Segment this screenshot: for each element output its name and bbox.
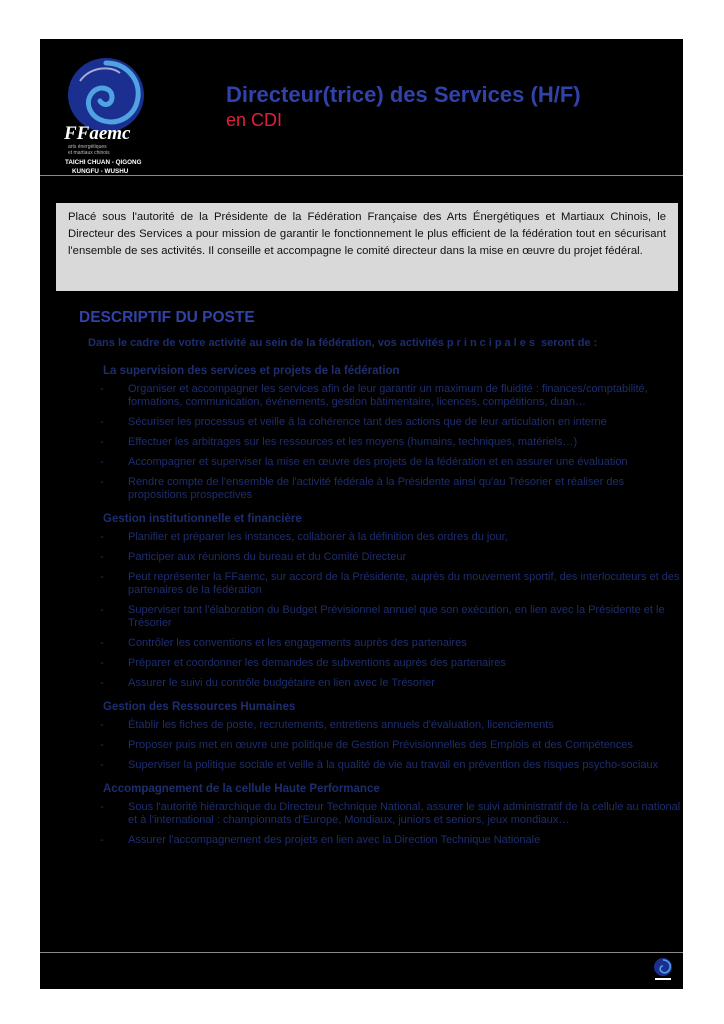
list-item: - Établir les fiches de poste, recrutements, entretiens annuels d'évaluation, licenciements bbox=[100, 719, 554, 731]
bullet-dash: - bbox=[100, 456, 104, 468]
lead-before: Dans le cadre de votre activité au sein de la fédération, vos activités bbox=[88, 337, 444, 349]
bullet-dash: - bbox=[100, 531, 104, 543]
section-title: DESCRIPTIF DU POSTE bbox=[79, 309, 255, 326]
bullet-dash: - bbox=[100, 476, 104, 488]
duty-group bbox=[100, 698, 683, 772]
bullet-dash: - bbox=[100, 657, 104, 669]
header-divider bbox=[40, 175, 683, 176]
group-title: Gestion des Ressources Humaines bbox=[103, 701, 296, 713]
lead-sentence bbox=[88, 337, 678, 349]
svg-text:et martiaux chinois: et martiaux chinois bbox=[68, 150, 110, 156]
svg-text:FFaemc: FFaemc bbox=[64, 123, 131, 144]
list-item: - Accompagner et superviser la mise en œuvre des projets de la fédération et en assurer une évaluation bbox=[100, 456, 628, 468]
bullet-dash: - bbox=[100, 571, 104, 583]
list-item: - Superviser tant l'élaboration du Budget Prévisionnel annuel que son exécution, en lien avec la Présidente et le Trésorier bbox=[100, 604, 665, 629]
bullet-dash: - bbox=[100, 759, 104, 771]
group-title: Accompagnement de la cellule Haute Performance bbox=[103, 783, 380, 795]
footer-logo-icon bbox=[652, 957, 674, 983]
list-item: - Planifier et préparer les instances, collaborer à la définition des ordres du jour, bbox=[100, 531, 508, 543]
lead-emphasis: principales bbox=[446, 337, 538, 349]
list-item: - Préparer et coordonner les demandes de subventions auprès des partenaires bbox=[100, 657, 506, 669]
bullet-dash: - bbox=[100, 436, 104, 448]
bullet-dash: - bbox=[100, 834, 104, 846]
list-item: - Contrôler les conventions et les engagements auprès des partenaires bbox=[100, 637, 467, 649]
group-title: La supervision des services et projets de la fédération bbox=[103, 365, 400, 377]
job-title: Directeur(trice) des Services (H/F) bbox=[226, 82, 581, 107]
list-item: - Sous l'autorité hiérarchique du Directeur Technique National, assurer le suivi administratif de la cellule au national et à l'international : championnats d'Europe, Mondiaux, juniors et seniors, jeux mondiaux… bbox=[100, 801, 681, 826]
duty-group bbox=[100, 780, 683, 847]
bullet-dash: - bbox=[100, 604, 104, 616]
bullet-dash: - bbox=[100, 739, 104, 751]
intro-box: Placé sous l'autorité de la Présidente de la Fédération Française des Arts Énergétiques et Martiaux Chinois, le Directeur des Services a pour mission de garantir le fonctionnement le plus efficient de la fédération tout en sécurisant l'ensemble de ses activités. Il conseille et accompagne le comité directeur dans la mise en œuvre du projet fédéral. bbox=[56, 203, 678, 291]
spiral-logo-icon bbox=[60, 51, 152, 179]
bullet-dash: - bbox=[100, 719, 104, 731]
duty-group bbox=[100, 362, 683, 502]
lead-after: seront de : bbox=[541, 337, 598, 349]
title-block bbox=[226, 81, 666, 131]
svg-text:TAICHI CHUAN - QIGONG: TAICHI CHUAN - QIGONG bbox=[65, 159, 142, 166]
list-item: - Assurer le suivi du contrôle budgétaire en lien avec le Trésorier bbox=[100, 677, 435, 689]
contract-type: en CDI bbox=[226, 110, 283, 130]
group-title: Gestion institutionnelle et financière bbox=[103, 513, 302, 525]
list-item: - Effectuer les arbitrages sur les ressources et les moyens (humains, techniques, matériels…) bbox=[100, 436, 578, 448]
list-item: - Superviser la politique sociale et veille à la qualité de vie au travail en prévention des risques psycho-sociaux bbox=[100, 759, 659, 771]
list-item: - Participer aux réunions du bureau et du Comité Directeur bbox=[100, 551, 407, 563]
list-item: - Peut représenter la FFaemc, sur accord de la Présidente, auprès du mouvement sportif, des interlocuteurs et des partenaires de la fédération bbox=[100, 571, 680, 596]
document-page bbox=[40, 39, 683, 989]
bullet-dash: - bbox=[100, 637, 104, 649]
list-item: - Rendre compte de l'ensemble de l'activité fédérale à la Présidente ainsi qu'au Trésorier et réaliser des propositions prospectives bbox=[100, 476, 625, 501]
list-item: - Proposer puis met en œuvre une politique de Gestion Prévisionnelles des Emplois et des Compétences bbox=[100, 739, 634, 751]
list-item: - Assurer l'accompagnement des projets en lien avec la Direction Technique Nationale bbox=[100, 834, 541, 846]
list-item: - Sécuriser les processus et veille à la cohérence tant des actions que de leur articulation en interne bbox=[100, 416, 607, 428]
bullet-dash: - bbox=[100, 416, 104, 428]
svg-text:KUNGFU - WUSHU: KUNGFU - WUSHU bbox=[72, 168, 129, 175]
list-item: - Organiser et accompagner les services afin de leur garantir un maximum de fluidité : finances/comptabilité, formations, communication, événements, gestion bâtimentaire, licences, compétitions, duan… bbox=[100, 383, 648, 408]
bullet-dash: - bbox=[100, 551, 104, 563]
bullet-dash: - bbox=[100, 383, 104, 395]
svg-text:arts énergétiques: arts énergétiques bbox=[68, 144, 107, 150]
duty-group bbox=[100, 510, 683, 690]
footer-divider bbox=[40, 952, 683, 953]
bullet-dash: - bbox=[100, 801, 104, 813]
bullet-dash: - bbox=[100, 677, 104, 689]
duties-list bbox=[100, 362, 683, 855]
